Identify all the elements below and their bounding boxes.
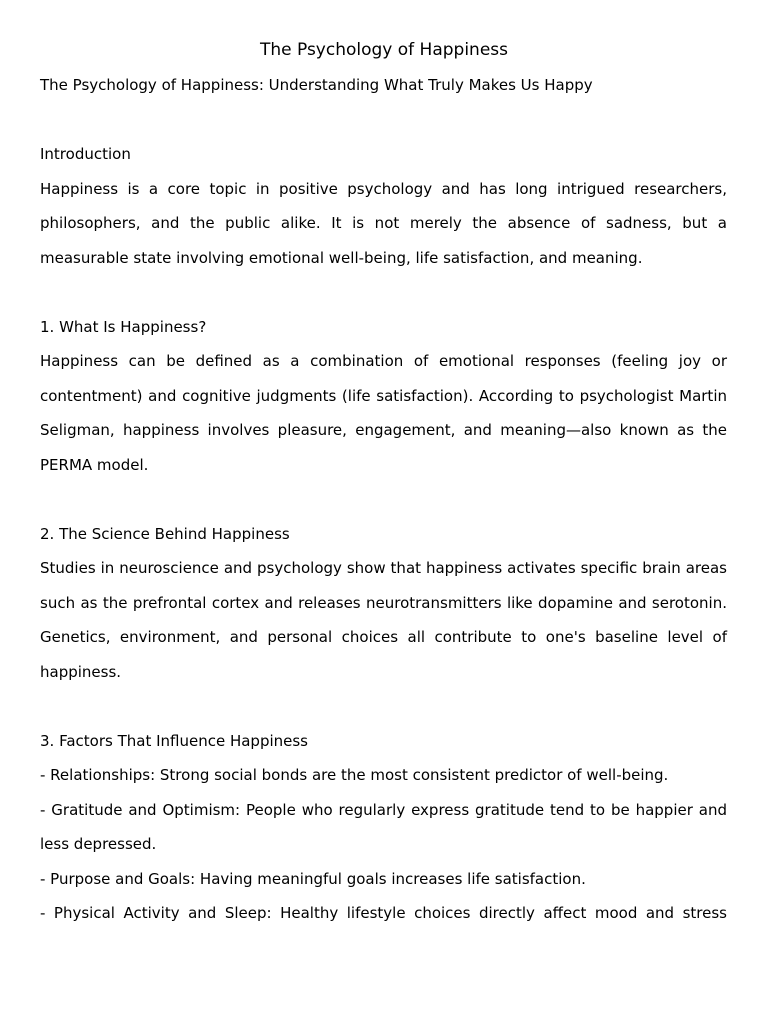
section-heading-factors: 3. Factors That Influence Happiness — [40, 731, 309, 750]
document-subtitle: The Psychology of Happiness: Understanding What Truly Makes Us Happy — [40, 76, 593, 94]
section-heading-science: 2. The Science Behind Happiness — [40, 524, 290, 543]
list-item-gratitude: - Gratitude and Optimism: People who regularly express gratitude tend to be happier and less depressed. — [40, 800, 727, 853]
section-body-introduction: Happiness is a core topic in positive psychology and has long intrigued researchers, philosophers, and the public alike. It is not merely the absence of sadness, but a measurable state involving emotional well-being, life satisfaction, and meaning. — [40, 179, 727, 267]
list-item-physical-activity: - Physical Activity and Sleep: Healthy lifestyle choices directly affect mood and stress — [40, 904, 727, 922]
spacer — [40, 482, 727, 517]
list-item-relationships: - Relationships: Strong social bonds are the most consistent predictor of well-being. — [40, 766, 669, 784]
document-body — [40, 68, 727, 931]
spacer — [40, 689, 727, 724]
spacer — [40, 275, 727, 310]
section-heading-what-is-happiness: 1. What Is Happiness? — [40, 317, 207, 336]
section-heading-introduction: Introduction — [40, 145, 131, 163]
list-item-purpose: - Purpose and Goals: Having meaningful goals increases life satisfaction. — [40, 869, 586, 888]
spacer — [40, 103, 727, 138]
section-body-what-is-happiness: Happiness can be defined as a combination of emotional responses (feeling joy or contentment) and cognitive judgments (life satisfaction). According to psychologist Martin Seligman, happiness involves pleasure, engagement, and meaning—also known as the PERMA model. — [40, 352, 727, 474]
section-body-science: Studies in neuroscience and psychology show that happiness activates specific brain areas such as the prefrontal cortex and releases neurotransmitters like dopamine and serotonin. Genetics, environment, and personal choices all contribute to one's baseline level of happiness. — [40, 559, 727, 681]
document-title: The Psychology of Happiness — [259, 40, 509, 60]
